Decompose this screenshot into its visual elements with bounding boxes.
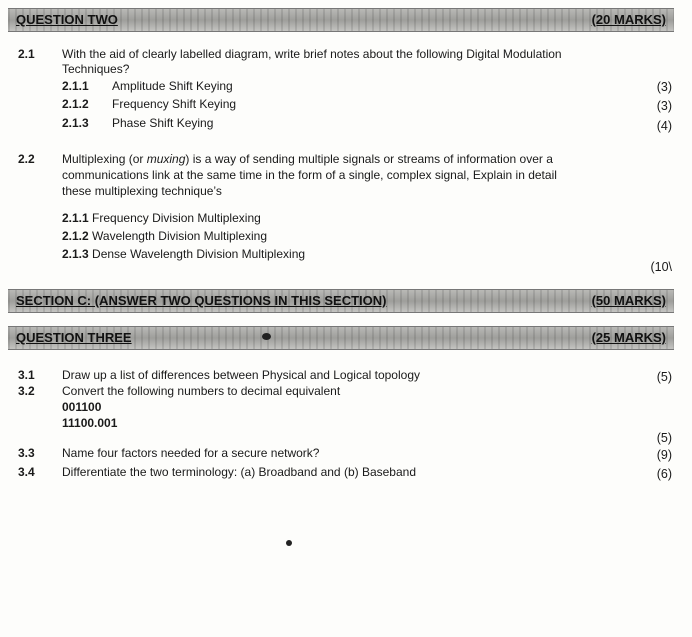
- q2-1-3-number: 2.1.3: [62, 116, 89, 130]
- q2-2-mark: (10\: [650, 260, 672, 274]
- q3-1-text: Draw up a list of differences between Physical and Logical topology: [62, 368, 420, 382]
- q2-2-item-2: 2.1.2 Wavelength Division Multiplexing: [62, 229, 268, 243]
- q3-1-mark: (5): [656, 370, 672, 384]
- q2-1-2-mark: (3): [656, 99, 672, 113]
- section-c-title: SECTION C: (ANSWER TWO QUESTIONS IN THIS SECTION): [16, 293, 387, 308]
- q3-1-number: 3.1: [18, 368, 35, 382]
- question-two-title: QUESTION TWO: [16, 12, 118, 27]
- question-two-header-bar: [8, 8, 674, 32]
- ink-speck: [286, 540, 292, 546]
- q3-4-text: Differentiate the two terminology: (a) Broadband and (b) Baseband: [62, 465, 416, 479]
- q3-2-value-2: 11100.001: [62, 416, 118, 430]
- q3-3-mark: (9): [656, 448, 672, 462]
- q3-4-mark: (6): [656, 467, 672, 481]
- q3-2-mark: (5): [656, 431, 672, 445]
- q2-1-text-line1: With the aid of clearly labelled diagram, write brief notes about the following Digital Modulation: [62, 47, 562, 61]
- q2-1-number: 2.1: [18, 47, 35, 61]
- question-three-marks: (25 MARKS): [591, 330, 666, 345]
- q3-3-number: 3.3: [18, 446, 35, 460]
- q2-1-2-number: 2.1.2: [62, 97, 89, 111]
- q2-1-1-number: 2.1.1: [62, 79, 89, 93]
- q3-4-number: 3.4: [18, 465, 35, 479]
- q2-1-3-label: Phase Shift Keying: [112, 116, 214, 130]
- q2-2-number: 2.2: [18, 152, 35, 166]
- q2-1-text-line2: Techniques?: [62, 62, 130, 76]
- q2-1-1-label: Amplitude Shift Keying: [112, 79, 233, 93]
- q2-1-3-mark: (4): [656, 119, 672, 133]
- q3-2-number: 3.2: [18, 384, 35, 398]
- q3-2-text: Convert the following numbers to decimal equivalent: [62, 384, 341, 398]
- section-c-marks: (50 MARKS): [591, 293, 666, 308]
- q2-2-item-3: 2.1.3 Dense Wavelength Division Multiplexing: [62, 247, 306, 261]
- q3-3-text: Name four factors needed for a secure network?: [62, 446, 320, 460]
- q2-2-text-line1: Multiplexing (or muxing) is a way of sending multiple signals or streams of information over a: [62, 152, 553, 166]
- q3-2-value-1: 001100: [62, 400, 102, 414]
- section-c-header-bar: [8, 289, 674, 313]
- question-two-marks: (20 MARKS): [591, 12, 666, 27]
- ink-blot: [262, 333, 271, 340]
- q2-2-text-line2: communications link at the same time in the form of a single, complex signal, Explain in detail: [62, 168, 557, 182]
- q2-2-text-line3: these multiplexing technique’s: [62, 184, 222, 198]
- q2-1-1-mark: (3): [656, 80, 672, 94]
- question-three-title: QUESTION THREE: [16, 330, 132, 345]
- q2-1-2-label: Frequency Shift Keying: [112, 97, 237, 111]
- q2-2-item-1: 2.1.1 Frequency Division Multiplexing: [62, 211, 261, 225]
- question-three-header-bar: [8, 326, 674, 350]
